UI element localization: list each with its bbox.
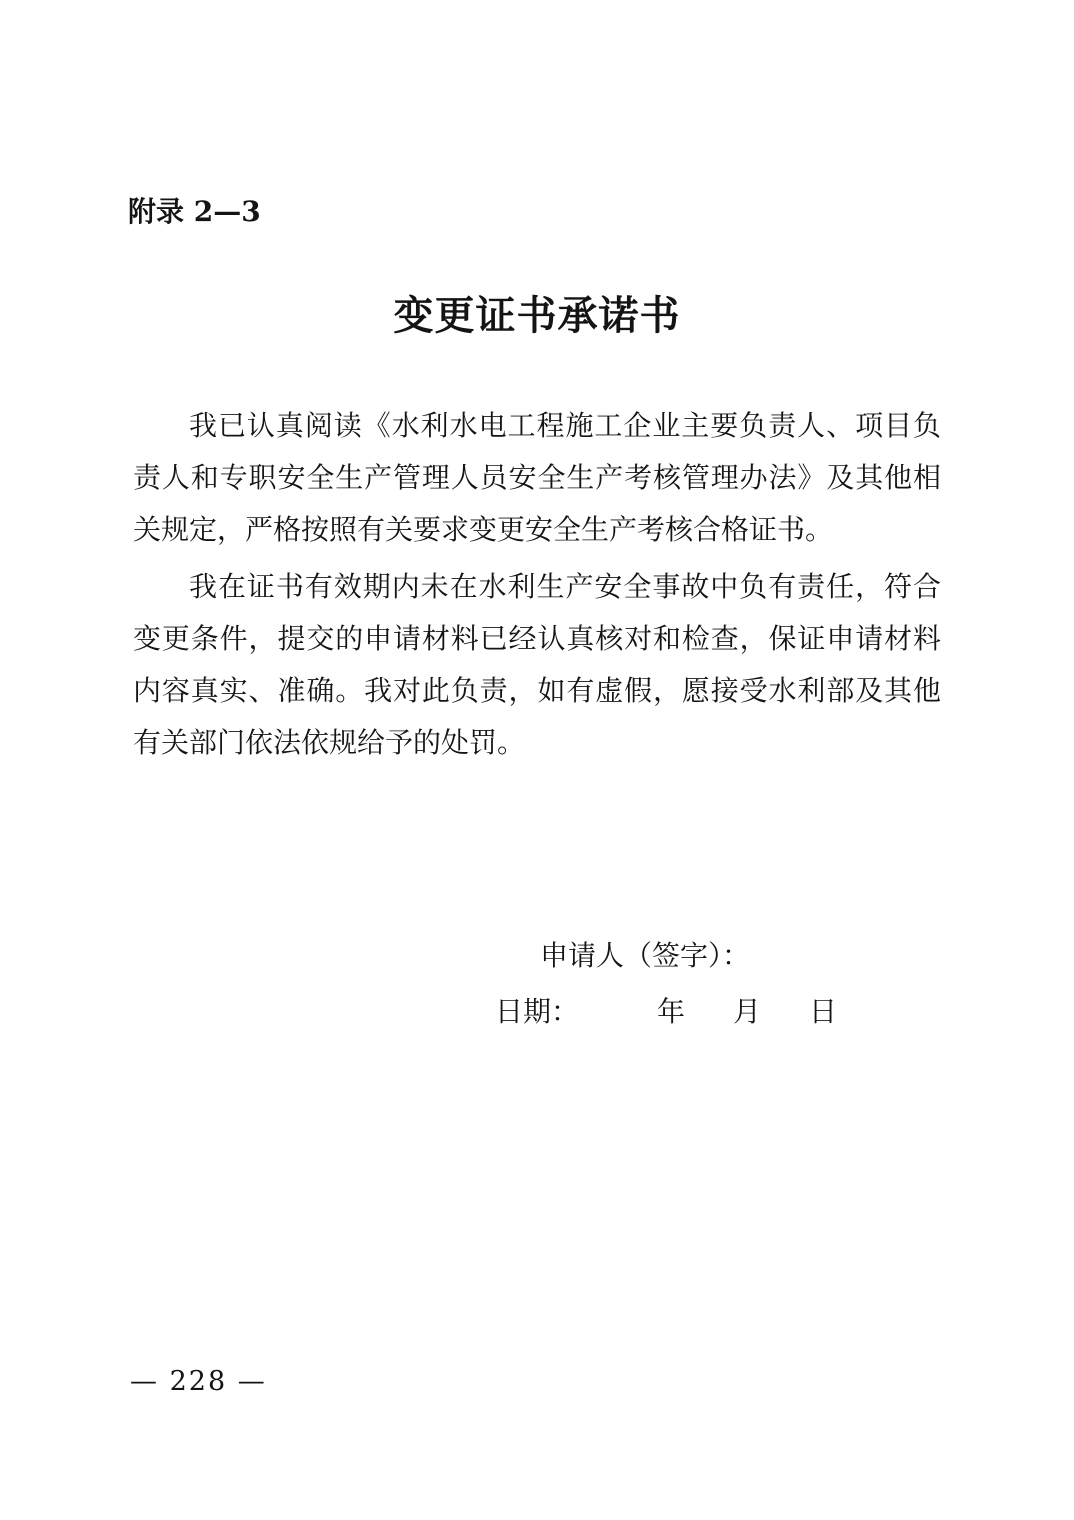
body-paragraph-2: 我在证书有效期内未在水利生产安全事故中负有责任，符合变更条件，提交的申请材料已经认真核对和检查，保证申请材料内容真实、准确。我对此负责，如有虚假，愿接受水利部及其他有关部门依法依规给予的处罚。 xyxy=(133,570,941,759)
document-body xyxy=(133,400,941,769)
document-title: 变更证书承诺书 xyxy=(393,292,681,339)
year-month-spacer xyxy=(685,1020,733,1021)
day-label: 日 xyxy=(809,995,838,1028)
month-day-spacer xyxy=(761,1020,809,1021)
date-year-spacer xyxy=(579,1020,657,1021)
signature-block xyxy=(0,938,1074,1030)
applicant-signature-label: 申请人（签字）： xyxy=(540,939,751,972)
year-label: 年 xyxy=(657,995,686,1028)
appendix-label: 附录 2—3 xyxy=(128,195,261,228)
date-label: 日期： xyxy=(495,995,580,1028)
body-paragraph-1: 我已认真阅读《水利水电工程施工企业主要负责人、项目负责人和专职安全生产管理人员安全生产考核管理办法》及其他相关规定，严格按照有关要求变更安全生产考核合格证书。 xyxy=(133,409,941,546)
page-number: — 228 — xyxy=(130,1366,267,1397)
date-line xyxy=(495,994,1074,1030)
month-label: 月 xyxy=(733,995,762,1028)
